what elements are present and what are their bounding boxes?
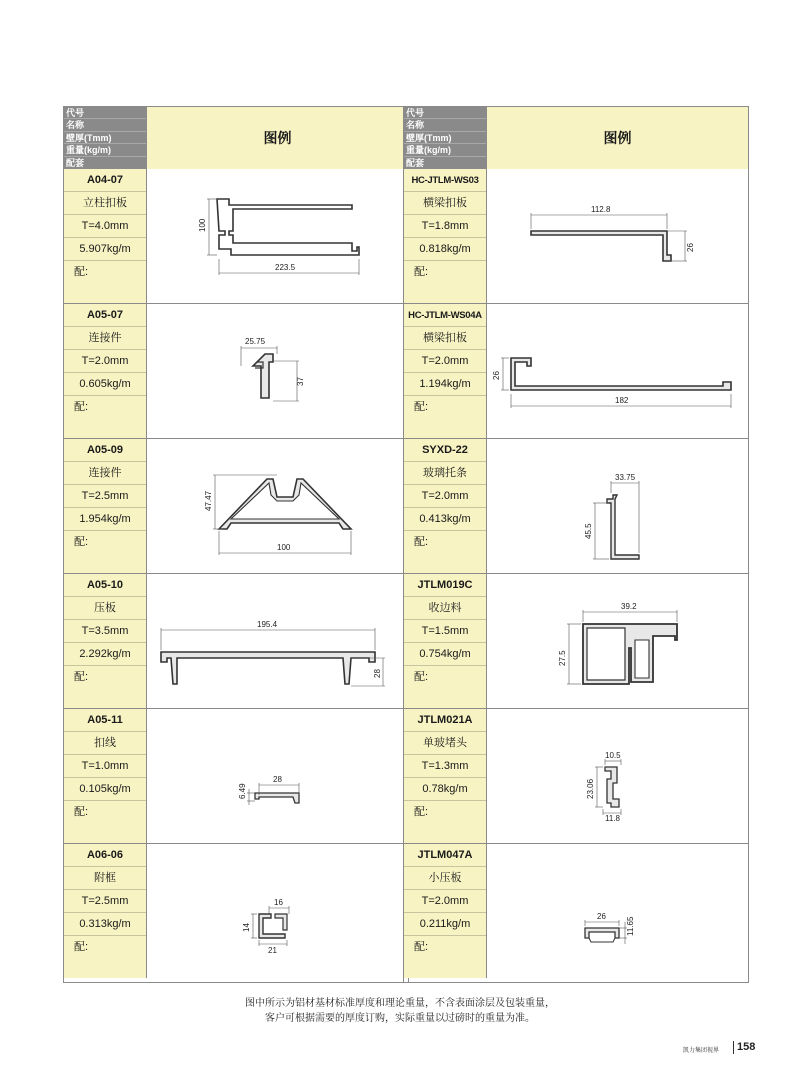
header-label-thickness: 壁厚(Tmm) (404, 132, 486, 144)
product-match: 配: (74, 671, 89, 683)
dim-label: 14 (242, 923, 251, 932)
product-thickness: T=2.5mm (64, 890, 146, 913)
product-weight: 0.211kg/m (404, 913, 486, 936)
product-match: 配: (74, 401, 89, 413)
product-row (404, 169, 748, 304)
header-label-name: 名称 (404, 119, 486, 131)
profile-drawing (146, 844, 408, 978)
table-header (404, 107, 748, 170)
product-row (404, 844, 748, 979)
dim-label: 26 (597, 912, 606, 921)
product-match: 配: (74, 536, 89, 548)
product-row (404, 439, 748, 574)
product-row (404, 709, 748, 844)
product-name: 立柱扣板 (64, 192, 146, 215)
product-weight: 1.954kg/m (64, 508, 146, 531)
dim-label: 195.4 (257, 620, 278, 629)
profile-drawing (146, 574, 408, 708)
dim-label: 182 (615, 396, 629, 405)
product-match: 配: (74, 266, 89, 278)
profile-drawing (146, 709, 408, 843)
product-thickness: T=1.3mm (404, 755, 486, 778)
profile-drawing (486, 844, 748, 978)
product-weight: 0.413kg/m (404, 508, 486, 531)
profile-drawing (146, 304, 408, 438)
product-code: HC-JTLM-WS04A (404, 304, 486, 327)
product-name: 单玻堵头 (404, 732, 486, 755)
product-row (404, 574, 748, 709)
product-match: 配: (414, 266, 429, 278)
header-label-weight: 重量(kg/m) (64, 144, 146, 156)
product-weight: 0.605kg/m (64, 373, 146, 396)
dim-label: 25.75 (245, 337, 266, 346)
header-label-match: 配套 (406, 157, 425, 168)
product-weight: 0.78kg/m (404, 778, 486, 801)
footnote-line-1: 图中所示为铝材基材标准厚度和理论重量，不含表面涂层及包装重量， (245, 998, 555, 1009)
product-match: 配: (414, 941, 429, 953)
product-code: HC-JTLM-WS03 (404, 169, 486, 192)
dim-label: 112.8 (591, 205, 611, 214)
header-label-match: 配套 (66, 157, 85, 168)
product-match: 配: (74, 941, 89, 953)
product-code: A05-09 (64, 439, 146, 462)
dim-label: 33.75 (615, 473, 636, 482)
product-weight: 0.313kg/m (64, 913, 146, 936)
product-code: JTLM047A (404, 844, 486, 867)
dim-label: 16 (274, 898, 283, 907)
product-row (64, 439, 408, 574)
product-row (64, 709, 408, 844)
dim-label: 100 (198, 218, 207, 232)
product-name: 连接件 (64, 462, 146, 485)
page-number: 158 (737, 1041, 756, 1053)
profile-drawing (486, 439, 748, 573)
product-code: A06-06 (64, 844, 146, 867)
profile-drawing (486, 709, 748, 843)
product-row (64, 304, 408, 439)
product-weight: 0.818kg/m (404, 238, 486, 261)
header-labels (404, 107, 486, 169)
product-code: A05-07 (64, 304, 146, 327)
product-name: 连接件 (64, 327, 146, 350)
product-code: A05-11 (64, 709, 146, 732)
product-code: A05-10 (64, 574, 146, 597)
header-title: 图例 (486, 107, 748, 169)
product-name: 压板 (64, 597, 146, 620)
product-thickness: T=2.0mm (404, 890, 486, 913)
dim-label: 26 (492, 371, 501, 380)
product-name: 收边料 (404, 597, 486, 620)
product-thickness: T=4.0mm (64, 215, 146, 238)
product-row (64, 169, 408, 304)
product-match: 配: (414, 671, 429, 683)
product-code: SYXD-22 (404, 439, 486, 462)
profile-drawing (486, 574, 748, 708)
product-weight: 5.907kg/m (64, 238, 146, 261)
profile-drawing (146, 169, 408, 303)
product-thickness: T=1.5mm (404, 620, 486, 643)
table-header (64, 107, 408, 170)
product-weight: 0.754kg/m (404, 643, 486, 666)
product-thickness: T=2.0mm (64, 350, 146, 373)
product-thickness: T=2.0mm (404, 350, 486, 373)
header-label-name: 名称 (64, 119, 146, 131)
right-product-table (403, 106, 749, 983)
dim-label: 47.47 (204, 490, 213, 511)
dim-label: 28 (373, 669, 382, 678)
product-thickness: T=3.5mm (64, 620, 146, 643)
product-code: A04-07 (64, 169, 146, 192)
dim-label: 223.5 (275, 263, 296, 272)
profile-drawing (486, 169, 748, 303)
page-divider (733, 1041, 734, 1054)
dim-label: 100 (277, 543, 291, 552)
dim-label: 23.06 (586, 778, 595, 799)
dim-label: 28 (273, 775, 282, 784)
product-name: 玻璃托条 (404, 462, 486, 485)
product-thickness: T=1.0mm (64, 755, 146, 778)
product-match: 配: (414, 401, 429, 413)
profile-drawing (486, 304, 748, 438)
product-name: 附框 (64, 867, 146, 890)
product-row (64, 574, 408, 709)
product-weight: 2.292kg/m (64, 643, 146, 666)
dim-label: 21 (268, 946, 277, 955)
dim-label: 11.65 (626, 916, 635, 936)
product-row (404, 304, 748, 439)
product-match: 配: (74, 806, 89, 818)
header-label-code: 代号 (64, 107, 146, 119)
product-weight: 0.105kg/m (64, 778, 146, 801)
footnote-line-2: 客户可根据需要的厚度订购，实际重量以过磅时的重量为准。 (265, 1013, 535, 1024)
dim-label: 39.2 (621, 602, 637, 611)
dim-label: 6.49 (238, 783, 247, 799)
product-name: 扣线 (64, 732, 146, 755)
profile-drawing (146, 439, 408, 573)
product-weight: 1.194kg/m (404, 373, 486, 396)
product-name: 小压板 (404, 867, 486, 890)
header-label-weight: 重量(kg/m) (404, 144, 486, 156)
product-match: 配: (414, 806, 429, 818)
product-code: JTLM019C (404, 574, 486, 597)
header-label-code: 代号 (404, 107, 486, 119)
left-product-table (63, 106, 409, 983)
brand-text: 凯力集团视界 (683, 1048, 720, 1054)
dim-label: 10.5 (605, 751, 621, 760)
product-code: JTLM021A (404, 709, 486, 732)
product-thickness: T=1.8mm (404, 215, 486, 238)
header-labels (64, 107, 146, 169)
dim-label: 37 (296, 377, 305, 386)
product-thickness: T=2.0mm (404, 485, 486, 508)
header-title: 图例 (146, 107, 408, 169)
dim-label: 45.5 (584, 523, 593, 539)
dim-label: 27.5 (558, 650, 567, 666)
dim-label: 11.8 (605, 814, 620, 823)
product-name: 横梁扣板 (404, 327, 486, 350)
product-row (64, 844, 408, 979)
product-match: 配: (414, 536, 429, 548)
product-name: 横梁扣板 (404, 192, 486, 215)
product-thickness: T=2.5mm (64, 485, 146, 508)
dim-label: 26 (686, 243, 695, 252)
header-label-thickness: 壁厚(Tmm) (64, 132, 146, 144)
